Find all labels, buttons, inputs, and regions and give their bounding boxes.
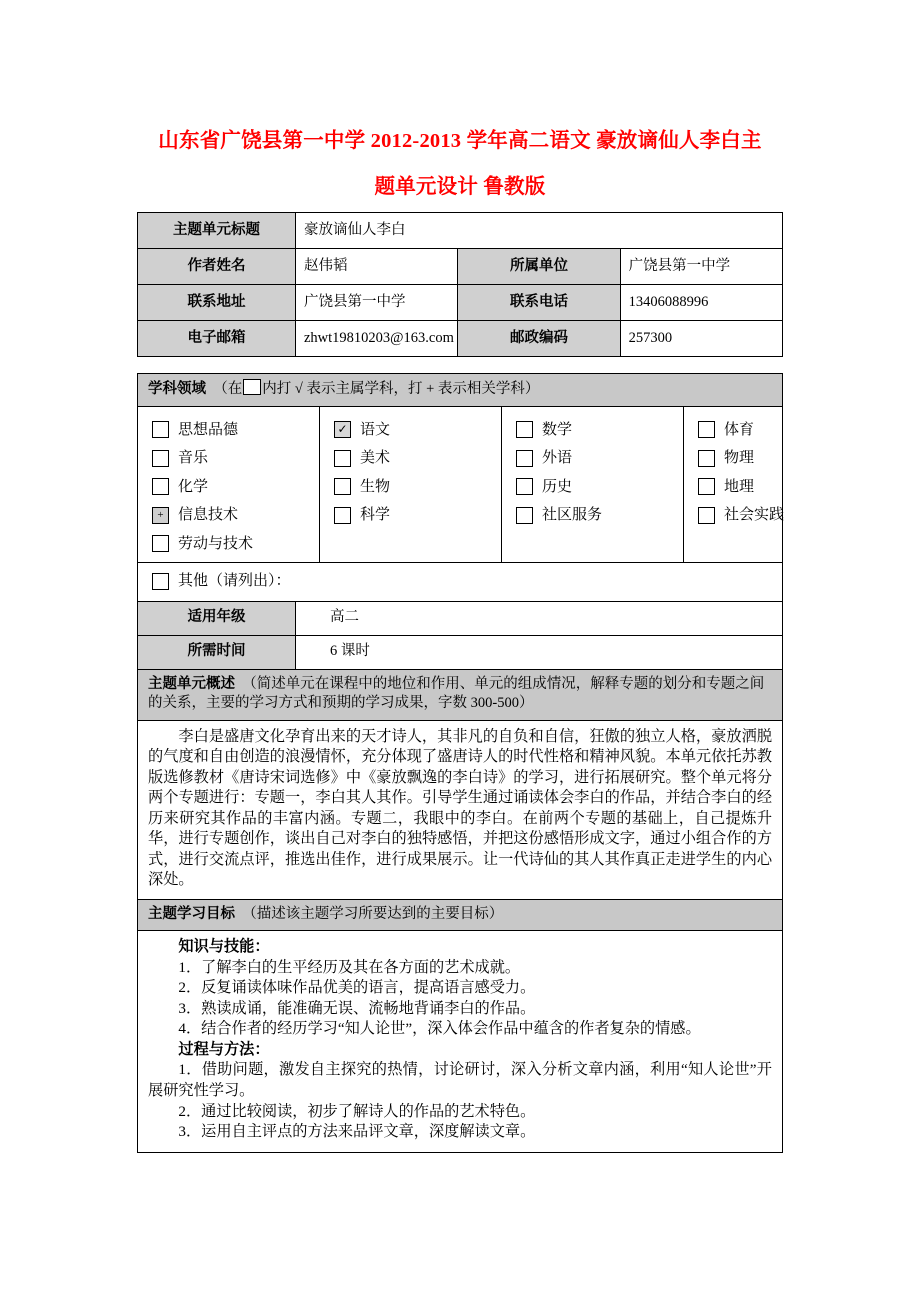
subject-column-4 <box>683 407 785 563</box>
checkbox-label: 历史 <box>542 478 573 495</box>
overview-body-text: 李白是盛唐文化孕育出来的天才诗人，其非凡的自负和自信，狂傲的独立人格，豪放洒脱的气度和自由创造的浪漫情怀，充分体现了盛唐诗人的时代性格和精神风貌。本单元依托苏教版选修教材《唐诗宋词选修》中《豪放飘逸的李白诗》的学习，进行拓展研究。整个单元将分两个专题进行：专题一，李白其人其作。引导学生通过诵读体会李白的作品，并结合李白的经历来研究其作品的丰富内涵。专题二，我眼中的李白。在前两个专题的基础上，自己提炼升华，进行专题创作，谈出自己对李白的独特感悟，并把这份感悟形成文字，通过小组合作的方式，进行交流点评，推选出佳作，进行成果展示。让一代诗仙的其人其作真正走进学生的内心深处。 <box>148 727 772 889</box>
email-label: 电子邮箱 <box>138 321 296 357</box>
postcode-label: 邮政编码 <box>458 321 620 357</box>
checkbox-icon[interactable] <box>152 421 169 438</box>
goals-list-item: 3．运用自主评点的方法来品评文章，深度解读文章。 <box>178 1123 536 1141</box>
unit-title-value: 豪放谪仙人李白 <box>296 213 783 249</box>
checkbox-item-xinxijishu[interactable] <box>152 501 319 530</box>
subject-checkbox-grid <box>138 407 785 563</box>
page-title-line-2: 题单元设计 鲁教版 <box>374 176 546 198</box>
checkbox-item-shengwu[interactable] <box>334 473 501 502</box>
checkbox-icon[interactable] <box>152 535 169 552</box>
subject-area-note-a: （在 <box>213 381 243 397</box>
checkbox-icon[interactable] <box>516 507 533 524</box>
subject-area-title: 学科领域 <box>148 381 206 397</box>
grade-time-table <box>138 602 782 669</box>
goals-list-item: 4．结合作者的经历学习“知人论世”，深入体会作品中蕴含的作者复杂的情感。 <box>178 1020 701 1038</box>
checkbox-icon[interactable] <box>152 573 169 590</box>
goals-section-heading: 知识与技能： <box>178 938 270 956</box>
checkbox-item-other[interactable] <box>152 567 782 596</box>
checkbox-item-shehuishijian[interactable] <box>698 501 785 530</box>
checkbox-icon[interactable] <box>698 478 715 495</box>
checkbox-label: 物理 <box>724 450 755 467</box>
checkbox-icon[interactable] <box>516 478 533 495</box>
checkbox-icon[interactable] <box>152 450 169 467</box>
subject-column-3 <box>501 407 683 563</box>
subject-other-row <box>138 562 782 601</box>
checkbox-label: 生物 <box>360 478 391 495</box>
checkbox-label: 社区服务 <box>542 507 603 524</box>
checkbox-icon-checked[interactable]: ✓ <box>334 421 351 438</box>
checkbox-label: 数学 <box>542 421 573 438</box>
table-row <box>138 931 783 1152</box>
goals-section-heading: 过程与方法： <box>178 1040 270 1058</box>
overview-body-cell <box>138 720 783 899</box>
checkbox-item-meishu[interactable] <box>334 444 501 473</box>
author-value: 赵伟韬 <box>296 249 458 285</box>
checkbox-label: 语文 <box>360 421 391 438</box>
checkbox-item-tiyu[interactable] <box>698 416 782 445</box>
table-row <box>138 899 783 931</box>
table-row <box>138 213 783 249</box>
checkbox-label: 劳动与技术 <box>178 535 254 552</box>
goals-note: （描述该主题学习所要达到的主要目标） <box>242 905 504 922</box>
checkbox-item-dili[interactable] <box>698 473 782 502</box>
subject-column-2 <box>319 407 501 563</box>
unit-design-table <box>137 373 783 1153</box>
checkbox-item-shuxue[interactable] <box>516 416 683 445</box>
overview-title: 主题单元概述 <box>148 675 235 692</box>
time-value: 6 课时 <box>296 635 783 669</box>
grade-time-cell <box>138 601 783 669</box>
table-row <box>138 374 783 407</box>
subject-area-note-b: 内打 √ 表示主属学科，打 + 表示相关学科） <box>262 381 540 397</box>
goals-list-item: 3．熟读成诵，能准确无误、流畅地背诵李白的作品。 <box>178 999 536 1017</box>
checkbox-item-huaxue[interactable] <box>152 473 319 502</box>
unit-info-table <box>137 212 783 357</box>
page-title-line-1: 山东省广饶县第一中学 2012-2013 学年高二语文 豪放谪仙人李白主 <box>158 130 762 152</box>
checkbox-label: 信息技术 <box>178 507 239 524</box>
checkbox-icon[interactable] <box>516 450 533 467</box>
checkbox-label: 化学 <box>178 478 209 495</box>
checkbox-label: 美术 <box>360 450 391 467</box>
checkbox-item-kexue[interactable] <box>334 501 501 530</box>
checkbox-icon[interactable] <box>698 507 715 524</box>
phone-value: 13406088996 <box>620 285 782 321</box>
checkbox-label: 社会实践 <box>724 507 785 524</box>
email-value: zhwt19810203@163.com <box>296 321 458 357</box>
checkbox-icon-plus[interactable]: + <box>152 507 169 524</box>
checkbox-icon[interactable] <box>698 421 715 438</box>
checkbox-item-lishi[interactable] <box>516 473 683 502</box>
time-label: 所需时间 <box>138 635 296 669</box>
goals-list-item: 1．了解李白的生平经历及其在各方面的艺术成就。 <box>178 958 521 976</box>
checkbox-label: 音乐 <box>178 450 209 467</box>
checkbox-label: 地理 <box>724 478 755 495</box>
author-label: 作者姓名 <box>138 249 296 285</box>
grade-value: 高二 <box>296 602 783 636</box>
checkbox-icon[interactable] <box>516 421 533 438</box>
table-row <box>138 669 783 720</box>
page-title <box>118 118 802 210</box>
checkbox-label: 外语 <box>542 450 573 467</box>
table-row <box>138 406 783 601</box>
checkbox-item-sixiangpinde[interactable] <box>152 416 319 445</box>
goals-list-item: 2．反复诵读体味作品优美的语言，提高语言感受力。 <box>178 979 536 997</box>
checkbox-icon[interactable] <box>334 450 351 467</box>
subject-checkbox-cell <box>138 406 783 601</box>
address-value: 广饶县第一中学 <box>296 285 458 321</box>
checkbox-item-wuli[interactable] <box>698 444 782 473</box>
checkbox-item-shequfuwu[interactable] <box>516 501 683 530</box>
organization-value: 广饶县第一中学 <box>620 249 782 285</box>
goals-list-item: 2．通过比较阅读，初步了解诗人的作品的艺术特色。 <box>178 1102 536 1120</box>
checkbox-label: 科学 <box>360 507 391 524</box>
grade-label: 适用年级 <box>138 602 296 636</box>
table-row <box>138 602 782 636</box>
postcode-value: 257300 <box>620 321 782 357</box>
organization-label: 所属单位 <box>458 249 620 285</box>
checkbox-item-waiyu[interactable] <box>516 444 683 473</box>
table-row <box>138 635 782 669</box>
goals-body-cell <box>138 931 783 1152</box>
checkbox-icon[interactable] <box>334 507 351 524</box>
checkbox-label: 思想品德 <box>178 421 239 438</box>
phone-label: 联系电话 <box>458 285 620 321</box>
goals-header <box>138 899 783 931</box>
table-row <box>138 249 783 285</box>
checkbox-item-yuwen[interactable] <box>334 416 501 445</box>
subject-column-1 <box>138 407 319 563</box>
table-row <box>138 601 783 669</box>
checkbox-item-yinyue[interactable] <box>152 444 319 473</box>
checkbox-label: 体育 <box>724 421 755 438</box>
table-row <box>138 285 783 321</box>
unit-title-label: 主题单元标题 <box>138 213 296 249</box>
table-row <box>138 321 783 357</box>
goals-title: 主题学习目标 <box>148 905 235 922</box>
subject-area-header <box>138 374 783 407</box>
table-row <box>138 720 783 899</box>
overview-note: （简述单元在课程中的地位和作用、单元的组成情况，解释专题的划分和专题之间的关系，主要的学习方式和预期的学习成果，字数 300-500） <box>148 675 765 712</box>
goals-list-item: 1．借助问题，激发自主探究的热情，讨论研讨，深入分析文章内涵，利用“知人论世”开展研究性学习。 <box>148 1061 772 1099</box>
checkbox-icon[interactable] <box>334 478 351 495</box>
checkbox-icon[interactable] <box>152 478 169 495</box>
checkbox-label: 其他（请列出）： <box>178 573 291 590</box>
address-label: 联系地址 <box>138 285 296 321</box>
empty-checkbox-icon <box>243 379 261 395</box>
overview-header <box>138 669 783 720</box>
checkbox-item-laodongyujishu[interactable] <box>152 530 319 559</box>
checkbox-icon[interactable] <box>698 450 715 467</box>
